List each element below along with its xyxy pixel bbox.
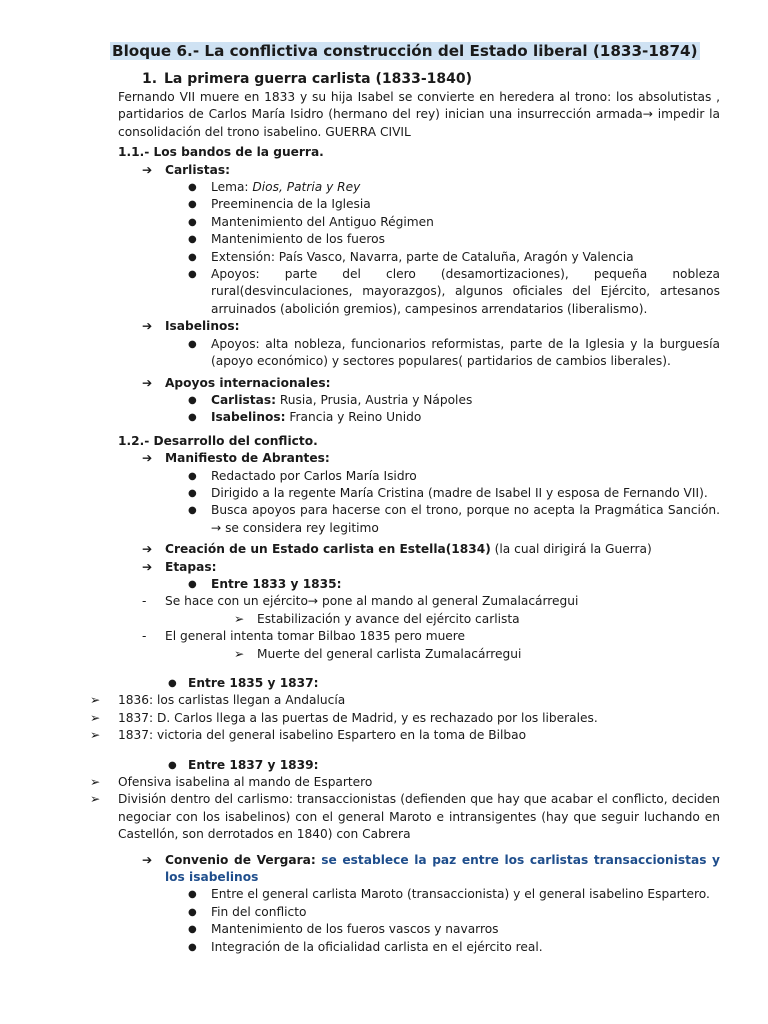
list-item: ● Apoyos: alta nobleza, funcionarios reformistas, parte de la Iglesia y la burguesía (apoyo económico) y sectores populares( partidarios de cambios liberales). xyxy=(188,336,720,369)
estella-item: ➔ Creación de un Estado carlista en Estella(1834) (la cual dirigirá la Guerra) xyxy=(142,542,652,557)
list-item: ● Mantenimiento de los fueros xyxy=(188,232,385,247)
list-item: ● Carlistas: Rusia, Prusia, Austria y Nápoles xyxy=(188,392,473,407)
vergara-heading: ➔ Convenio de Vergara: se establece la paz entre los carlistas transaccionistas y los isabelinos xyxy=(142,852,720,885)
list-item: ● Preeminencia de la Iglesia xyxy=(188,197,371,212)
list-item: - Se hace con un ejército→ pone al mando al general Zumalacárregui xyxy=(142,594,579,609)
subsection-heading-desarrollo: 1.2.- Desarrollo del conflicto. xyxy=(118,433,318,448)
list-item: ● Entre el general carlista Maroto (transaccionista) y el general isabelino Espartero. xyxy=(188,887,710,902)
list-item: ● Busca apoyos para hacerse con el trono, porque no acepta la Pragmática Sanción. → se considera rey legitimo xyxy=(188,503,720,535)
list-item: ➢ 1837: victoria del general isabelino Espartero en la toma de Bilbao xyxy=(90,728,527,743)
list-item: ➢ Ofensiva isabelina al mando de Espartero xyxy=(90,775,373,790)
list-item: ● Fin del conflicto xyxy=(188,904,307,919)
etapa-heading: ● Entre 1835 y 1837: xyxy=(168,676,319,690)
page-title: Bloque 6.- La conflictiva construcción del Estado liberal (1833-1874) xyxy=(112,42,698,60)
intro-paragraph: Fernando VII muere en 1833 y su hija Isabel se convierte en heredera al trono: los absolutistas , partidarios de Carlos María Isidro (hermano del rey) inician una insurrección armada→ impedir la consolidación del trono isabelino. GUERRA CIVIL xyxy=(118,90,720,139)
list-item: ● Dirigido a la regente María Cristina (madre de Isabel II y esposa de Fernando VII). xyxy=(188,485,708,500)
etapas-heading: ➔ Etapas: xyxy=(142,559,217,574)
list-item: ● Isabelinos: Francia y Reino Unido xyxy=(188,410,422,425)
manifiesto-heading: ➔ Manifiesto de Abrantes: xyxy=(142,451,330,466)
etapa-heading: ● Entre 1833 y 1835: xyxy=(188,576,342,591)
etapa-heading: ● Entre 1837 y 1839: xyxy=(168,757,319,772)
list-item: ● Lema: Dios, Patria y Rey xyxy=(188,180,361,195)
list-item: ● Extensión: País Vasco, Navarra, parte de Cataluña, Aragón y Valencia xyxy=(188,249,634,264)
list-item: ➢ Muerte del general carlista Zumalacárregui xyxy=(234,646,522,661)
list-item: ➢ Estabilización y avance del ejército carlista xyxy=(234,611,520,626)
list-item: ● Mantenimiento del Antiguo Régimen xyxy=(188,214,434,229)
list-item: ● Apoyos: parte del clero (desamortizaciones), pequeña nobleza rural(desvinculaciones, mayorazgos), algunos oficiales del Ejército, artesanos arruinados (abolición gremios), campesinos arrendatarios (liberalismo). xyxy=(188,267,720,316)
subsection-heading-bandos: 1.1.- Los bandos de la guerra. xyxy=(118,145,324,160)
list-item: - El general intenta tomar Bilbao 1835 pero muere xyxy=(142,629,466,644)
list-item: ● Redactado por Carlos María Isidro xyxy=(188,468,417,483)
isabelinos-heading: ➔ Isabelinos: xyxy=(142,319,240,334)
list-item: ➢ División dentro del carlismo: transaccionistas (defienden que hay que acabar el conflicto, deciden negociar con los isabelinos) con el general Maroto e intransigentes (hay que seguir luchando en Castellón, son derrotados en 1840) con Cabrera xyxy=(90,792,720,842)
list-item: ● Integración de la oficialidad carlista en el ejército real. xyxy=(188,939,543,954)
list-item: ● Mantenimiento de los fueros vascos y navarros xyxy=(188,922,499,937)
section-heading: 1. La primera guerra carlista (1833-1840) xyxy=(142,71,473,87)
carlistas-heading: ➔ Carlistas: xyxy=(142,162,230,177)
list-item: ➢ 1836: los carlistas llegan a Andalucía xyxy=(90,693,346,708)
list-item: ➢ 1837: D. Carlos llega a las puertas de Madrid, y es rechazado por los liberales. xyxy=(90,710,598,725)
internacionales-heading: ➔ Apoyos internacionales: xyxy=(142,375,331,390)
